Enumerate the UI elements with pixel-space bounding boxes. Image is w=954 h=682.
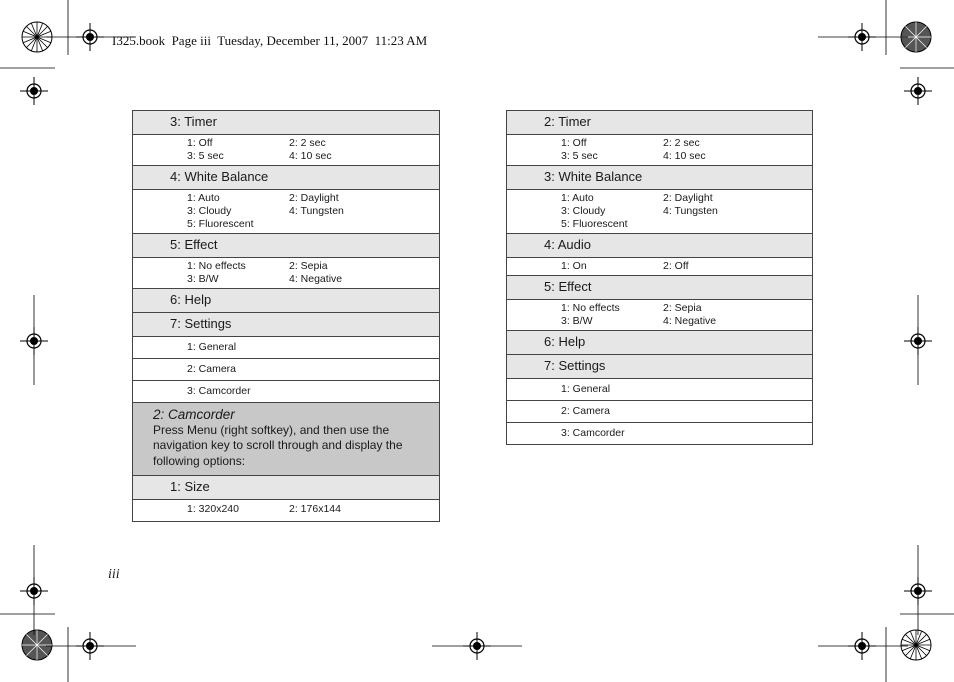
option: 1: Off xyxy=(561,137,587,149)
settings-item: 2: Camera xyxy=(561,405,611,417)
option: 3: B/W xyxy=(187,273,219,285)
option: 1: On xyxy=(561,260,587,272)
option: 1: Auto xyxy=(187,192,220,204)
option: 1: Auto xyxy=(561,192,594,204)
white-balance-options xyxy=(133,190,439,233)
option: 2: Sepia xyxy=(663,302,702,314)
white-balance-options xyxy=(507,190,812,233)
settings-item: 3: Camcorder xyxy=(187,385,251,397)
effect-options xyxy=(133,258,439,288)
note-body: Press Menu (right softkey), and then use the navigation key to scroll through and display the following options: xyxy=(153,422,403,468)
menu-heading-effect: 5: Effect xyxy=(544,279,592,294)
option: 2: Daylight xyxy=(663,192,713,204)
option: 2: 2 sec xyxy=(663,137,700,149)
option: 3: Cloudy xyxy=(561,205,606,217)
menu-heading-help: 6: Help xyxy=(544,334,586,349)
print-header: I325.book Page iii Tuesday, December 11, 2007 11:23 AM xyxy=(112,33,428,48)
option: 4: 10 sec xyxy=(663,150,706,162)
option: 2: Off xyxy=(663,260,689,272)
settings-item: 3: Camcorder xyxy=(561,427,625,439)
option: 2: 2 sec xyxy=(289,137,326,149)
option: 4: 10 sec xyxy=(289,150,332,162)
menu-heading-settings: 7: Settings xyxy=(170,316,232,331)
left-menu-table xyxy=(132,110,440,522)
menu-heading-settings: 7: Settings xyxy=(544,358,606,373)
option xyxy=(289,218,409,231)
option: 4: Negative xyxy=(289,273,343,285)
option: 2: Sepia xyxy=(289,260,328,272)
option: 4: Tungsten xyxy=(663,205,718,217)
option xyxy=(663,218,783,231)
right-menu-table xyxy=(506,110,813,445)
option: 5: Fluorescent xyxy=(187,218,254,230)
timer-options xyxy=(507,135,812,165)
audio-options xyxy=(507,258,812,275)
menu-heading-size: 1: Size xyxy=(170,479,210,494)
settings-item: 2: Camera xyxy=(187,363,237,375)
option: 2: Daylight xyxy=(289,192,339,204)
option: 3: B/W xyxy=(561,315,593,327)
option: 1: No effects xyxy=(561,302,620,314)
menu-heading-white-balance: 3: White Balance xyxy=(544,169,643,184)
option: 4: Negative xyxy=(663,315,717,327)
settings-item: 1: General xyxy=(187,341,237,353)
menu-heading-audio: 4: Audio xyxy=(544,237,591,252)
option: 1: 320x240 xyxy=(187,503,239,515)
option: 3: 5 sec xyxy=(561,150,598,162)
note-title: 2: Camcorder xyxy=(153,407,235,422)
menu-heading-white-balance: 4: White Balance xyxy=(170,169,269,184)
size-options xyxy=(133,500,439,521)
menu-heading-timer: 2: Timer xyxy=(544,114,591,129)
option: 1: Off xyxy=(187,137,213,149)
option: 4: Tungsten xyxy=(289,205,344,217)
effect-options xyxy=(507,300,812,330)
menu-heading-timer: 3: Timer xyxy=(170,114,217,129)
option: 2: 176x144 xyxy=(289,503,341,515)
option: 5: Fluorescent xyxy=(561,218,628,230)
timer-options xyxy=(133,135,439,165)
settings-item: 1: General xyxy=(561,383,611,395)
menu-heading-help: 6: Help xyxy=(170,292,212,307)
camcorder-note xyxy=(133,403,439,475)
option: 1: No effects xyxy=(187,260,246,272)
menu-heading-effect: 5: Effect xyxy=(170,237,218,252)
option: 3: 5 sec xyxy=(187,150,224,162)
option: 3: Cloudy xyxy=(187,205,232,217)
page-number: iii xyxy=(108,567,120,582)
